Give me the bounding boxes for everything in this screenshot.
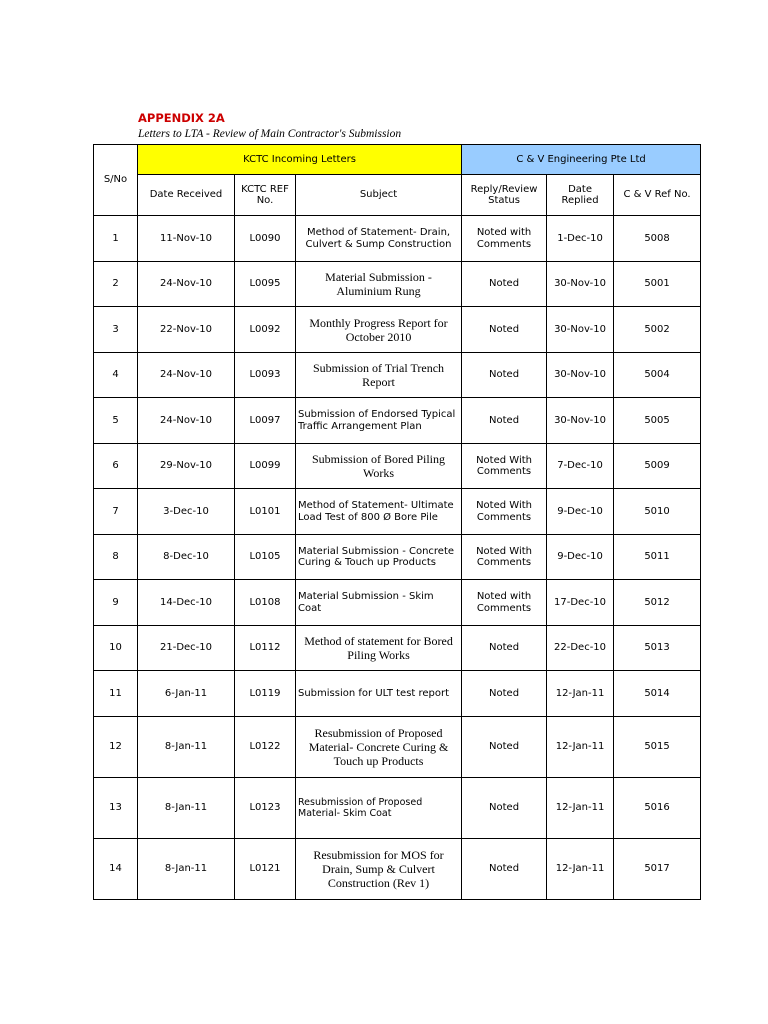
cv-ref-cell: 5008 <box>614 216 701 262</box>
subject-cell: Material Submission - Aluminium Rung <box>296 262 462 307</box>
kctc-ref-cell: L0112 <box>235 626 296 671</box>
date-received-cell: 24-Nov-10 <box>138 398 235 444</box>
cv-ref-cell: 5011 <box>614 535 701 580</box>
subject-cell: Method of Statement- Drain, Culvert & Sump Construction <box>296 216 462 262</box>
sn-cell: 2 <box>94 262 138 307</box>
table-row <box>94 626 701 671</box>
date-received-cell: 8-Jan-11 <box>138 839 235 900</box>
date-replied-cell: 17-Dec-10 <box>547 580 614 626</box>
subject-cell: Resubmission for MOS for Drain, Sump & Culvert Construction (Rev 1) <box>296 839 462 900</box>
sn-cell: 5 <box>94 398 138 444</box>
kctc-ref-cell: L0092 <box>235 307 296 353</box>
sn-cell: 9 <box>94 580 138 626</box>
appendix-title: APPENDIX 2A <box>138 111 225 125</box>
table-row <box>94 216 701 262</box>
status-cell: Noted <box>462 839 547 900</box>
table-row <box>94 778 701 839</box>
sn-cell: 8 <box>94 535 138 580</box>
date-replied-cell: 30-Nov-10 <box>547 307 614 353</box>
date-received-cell: 8-Jan-11 <box>138 717 235 778</box>
cv-ref-cell: 5016 <box>614 778 701 839</box>
kctc-ref-header: KCTC REF No. <box>235 175 296 216</box>
subject-cell: Submission of Bored Piling Works <box>296 444 462 489</box>
subject-header: Subject <box>296 175 462 216</box>
table-row <box>94 262 701 307</box>
cv-ref-cell: 5017 <box>614 839 701 900</box>
date-received-cell: 22-Nov-10 <box>138 307 235 353</box>
date-replied-cell: 12-Jan-11 <box>547 778 614 839</box>
date-replied-cell: 1-Dec-10 <box>547 216 614 262</box>
cv-ref-cell: 5015 <box>614 717 701 778</box>
sn-cell: 12 <box>94 717 138 778</box>
subject-cell: Material Submission - Skim Coat <box>296 580 462 626</box>
date-replied-cell: 30-Nov-10 <box>547 262 614 307</box>
date-replied-cell: 12-Jan-11 <box>547 717 614 778</box>
subject-cell: Submission for ULT test report <box>296 671 462 717</box>
date-received-cell: 11-Nov-10 <box>138 216 235 262</box>
subject-cell: Resubmission of Proposed Material- Concrete Curing & Touch up Products <box>296 717 462 778</box>
status-cell: Noted <box>462 353 547 398</box>
status-cell: Noted <box>462 262 547 307</box>
kctc-ref-cell: L0121 <box>235 839 296 900</box>
subject-cell: Resubmission of Proposed Material- Skim Coat <box>296 778 462 839</box>
date-received-cell: 3-Dec-10 <box>138 489 235 535</box>
cv-ref-cell: 5005 <box>614 398 701 444</box>
sn-cell: 7 <box>94 489 138 535</box>
kctc-ref-cell: L0095 <box>235 262 296 307</box>
table-row <box>94 353 701 398</box>
kctc-ref-cell: L0101 <box>235 489 296 535</box>
date-received-cell: 24-Nov-10 <box>138 262 235 307</box>
status-cell: Noted <box>462 307 547 353</box>
table-row <box>94 580 701 626</box>
cv-group-header: C & V Engineering Pte Ltd <box>462 145 701 175</box>
status-cell: Noted With Comments <box>462 489 547 535</box>
date-replied-cell: 12-Jan-11 <box>547 839 614 900</box>
cv-ref-cell: 5014 <box>614 671 701 717</box>
date-replied-cell: 12-Jan-11 <box>547 671 614 717</box>
cv-ref-cell: 5013 <box>614 626 701 671</box>
kctc-ref-cell: L0099 <box>235 444 296 489</box>
status-header: Reply/Review Status <box>462 175 547 216</box>
kctc-ref-cell: L0105 <box>235 535 296 580</box>
cv-ref-header: C & V Ref No. <box>614 175 701 216</box>
kctc-ref-cell: L0097 <box>235 398 296 444</box>
table-row <box>94 444 701 489</box>
letters-table <box>93 144 701 900</box>
cv-ref-cell: 5002 <box>614 307 701 353</box>
cv-ref-cell: 5004 <box>614 353 701 398</box>
sn-cell: 14 <box>94 839 138 900</box>
cv-ref-cell: 5012 <box>614 580 701 626</box>
sn-cell: 4 <box>94 353 138 398</box>
status-cell: Noted <box>462 778 547 839</box>
subject-cell: Method of Statement- Ultimate Load Test of 800 Ø Bore Pile <box>296 489 462 535</box>
cv-ref-cell: 5001 <box>614 262 701 307</box>
table-row <box>94 839 701 900</box>
date-received-cell: 6-Jan-11 <box>138 671 235 717</box>
subject-cell: Submission of Endorsed Typical Traffic Arrangement Plan <box>296 398 462 444</box>
date-replied-cell: 7-Dec-10 <box>547 444 614 489</box>
date-received-header: Date Received <box>138 175 235 216</box>
cv-ref-cell: 5010 <box>614 489 701 535</box>
status-cell: Noted With Comments <box>462 535 547 580</box>
kctc-ref-cell: L0123 <box>235 778 296 839</box>
kctc-group-header: KCTC Incoming Letters <box>138 145 462 175</box>
date-replied-cell: 30-Nov-10 <box>547 353 614 398</box>
sn-cell: 10 <box>94 626 138 671</box>
subject-cell: Material Submission - Concrete Curing & Touch up Products <box>296 535 462 580</box>
date-received-cell: 29-Nov-10 <box>138 444 235 489</box>
status-cell: Noted <box>462 671 547 717</box>
status-cell: Noted <box>462 626 547 671</box>
sn-header: S/No <box>94 145 138 216</box>
kctc-ref-cell: L0090 <box>235 216 296 262</box>
table-row <box>94 535 701 580</box>
subject-cell: Monthly Progress Report for October 2010 <box>296 307 462 353</box>
date-replied-cell: 22-Dec-10 <box>547 626 614 671</box>
kctc-ref-cell: L0119 <box>235 671 296 717</box>
table-row <box>94 671 701 717</box>
table-row <box>94 307 701 353</box>
status-cell: Noted with Comments <box>462 216 547 262</box>
date-received-cell: 21-Dec-10 <box>138 626 235 671</box>
document-subtitle: Letters to LTA - Review of Main Contractor's Submission <box>138 128 402 140</box>
date-replied-cell: 30-Nov-10 <box>547 398 614 444</box>
sn-cell: 6 <box>94 444 138 489</box>
date-replied-cell: 9-Dec-10 <box>547 489 614 535</box>
sn-cell: 11 <box>94 671 138 717</box>
sn-cell: 3 <box>94 307 138 353</box>
date-replied-header: Date Replied <box>547 175 614 216</box>
sn-cell: 13 <box>94 778 138 839</box>
table-row <box>94 398 701 444</box>
date-received-cell: 8-Jan-11 <box>138 778 235 839</box>
sn-cell: 1 <box>94 216 138 262</box>
date-received-cell: 24-Nov-10 <box>138 353 235 398</box>
table-row <box>94 717 701 778</box>
status-cell: Noted with Comments <box>462 580 547 626</box>
subject-cell: Method of statement for Bored Piling Works <box>296 626 462 671</box>
status-cell: Noted <box>462 398 547 444</box>
cv-ref-cell: 5009 <box>614 444 701 489</box>
subject-cell: Submission of Trial Trench Report <box>296 353 462 398</box>
status-cell: Noted With Comments <box>462 444 547 489</box>
kctc-ref-cell: L0108 <box>235 580 296 626</box>
date-replied-cell: 9-Dec-10 <box>547 535 614 580</box>
status-cell: Noted <box>462 717 547 778</box>
date-received-cell: 14-Dec-10 <box>138 580 235 626</box>
table-row <box>94 489 701 535</box>
kctc-ref-cell: L0122 <box>235 717 296 778</box>
date-received-cell: 8-Dec-10 <box>138 535 235 580</box>
kctc-ref-cell: L0093 <box>235 353 296 398</box>
